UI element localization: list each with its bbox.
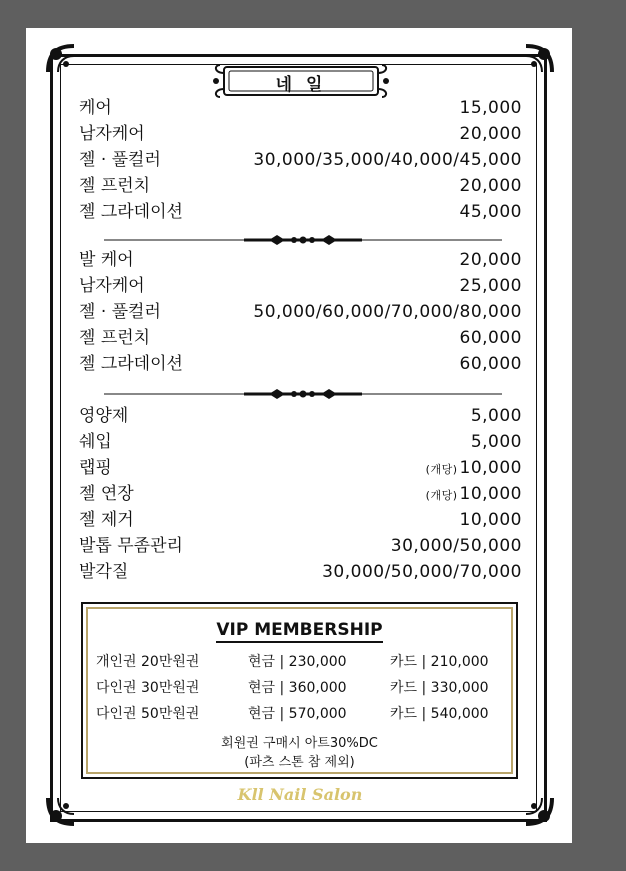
section-divider bbox=[104, 234, 502, 246]
item-name: 젤 그라데이션 bbox=[79, 202, 183, 222]
section-divider bbox=[104, 388, 502, 400]
item-price: 30,000/35,000/40,000/45,000 bbox=[253, 150, 522, 170]
menu-row bbox=[79, 508, 522, 532]
vip-plan: 다인권 30만원권 bbox=[96, 680, 200, 696]
item-price: 45,000 bbox=[459, 202, 522, 222]
menu-row bbox=[79, 456, 522, 480]
item-price: 10,000 bbox=[459, 510, 522, 530]
menu-row bbox=[79, 274, 522, 298]
vip-plan: 개인권 20만원권 bbox=[96, 654, 200, 670]
price-value: 10,000 bbox=[459, 458, 522, 478]
menu-row bbox=[79, 122, 522, 146]
menu-row bbox=[79, 248, 522, 272]
menu-row bbox=[79, 148, 522, 172]
item-name: 젤 제거 bbox=[79, 510, 134, 530]
item-price bbox=[426, 456, 522, 482]
item-name: 젤 프런치 bbox=[79, 176, 151, 196]
corner-ornament-icon bbox=[44, 42, 102, 100]
item-name: 랩핑 bbox=[79, 458, 112, 478]
item-name: 케어 bbox=[79, 98, 112, 118]
menu-title: 네 일 bbox=[275, 75, 327, 95]
menu-row bbox=[79, 326, 522, 350]
menu-row bbox=[79, 174, 522, 198]
item-price: 60,000 bbox=[459, 328, 522, 348]
item-name: 젤 프런치 bbox=[79, 328, 151, 348]
item-price: 60,000 bbox=[459, 354, 522, 374]
price-value: 10,000 bbox=[459, 484, 522, 504]
item-price: 50,000/60,000/70,000/80,000 bbox=[253, 302, 522, 322]
menu-row bbox=[79, 534, 522, 558]
vip-card-price: 카드 | 210,000 bbox=[390, 654, 489, 670]
vip-cash-price: 현금 | 230,000 bbox=[248, 654, 347, 670]
vip-cash-price: 현금 | 570,000 bbox=[248, 706, 347, 722]
item-price: 20,000 bbox=[459, 124, 522, 144]
item-price: 20,000 bbox=[459, 250, 522, 270]
salon-name: Kll Nail Salon bbox=[237, 785, 363, 804]
menu-row bbox=[79, 560, 522, 584]
item-name: 젤 · 풀컬러 bbox=[79, 302, 161, 322]
vip-cash-price: 현금 | 360,000 bbox=[248, 680, 347, 696]
item-price: 20,000 bbox=[459, 176, 522, 196]
item-name: 젤 연장 bbox=[79, 484, 134, 504]
unit-note: (개당) bbox=[425, 489, 458, 502]
item-name: 발 케어 bbox=[79, 250, 134, 270]
item-price: 15,000 bbox=[459, 98, 522, 118]
menu-row bbox=[79, 200, 522, 224]
vip-card-price: 카드 | 330,000 bbox=[390, 680, 489, 696]
item-price: 30,000/50,000/70,000 bbox=[322, 562, 522, 582]
item-name: 쉐입 bbox=[79, 432, 112, 452]
item-price: 5,000 bbox=[470, 432, 522, 452]
item-name: 젤 그라데이션 bbox=[79, 354, 183, 374]
vip-row bbox=[96, 651, 506, 673]
menu-row bbox=[79, 430, 522, 454]
menu-row bbox=[79, 482, 522, 506]
corner-ornament-icon bbox=[498, 42, 556, 100]
item-price bbox=[426, 482, 522, 508]
menu-row bbox=[79, 96, 522, 120]
item-name: 남자케어 bbox=[79, 276, 145, 296]
item-price: 5,000 bbox=[470, 406, 522, 426]
vip-note: 회원권 구매시 아트30%DC bbox=[221, 736, 378, 751]
vip-row bbox=[96, 677, 506, 699]
item-name: 젤 · 풀컬러 bbox=[79, 150, 161, 170]
menu-row bbox=[79, 300, 522, 324]
item-name: 발톱 무좀관리 bbox=[79, 536, 183, 556]
vip-title bbox=[86, 620, 513, 640]
vip-row bbox=[96, 703, 506, 725]
vip-plan: 다인권 50만원권 bbox=[96, 706, 200, 722]
vip-title-text: VIP MEMBERSHIP bbox=[216, 620, 382, 643]
item-name: 남자케어 bbox=[79, 124, 145, 144]
vip-note-exception: (파츠 스톤 참 제외) bbox=[244, 755, 355, 770]
vip-card-price: 카드 | 540,000 bbox=[390, 706, 489, 722]
menu-row bbox=[79, 352, 522, 376]
unit-note: (개당) bbox=[425, 463, 458, 476]
item-name: 발각질 bbox=[79, 562, 129, 582]
item-price: 25,000 bbox=[459, 276, 522, 296]
menu-row bbox=[79, 404, 522, 428]
item-price: 30,000/50,000 bbox=[390, 536, 522, 556]
item-name: 영양제 bbox=[79, 406, 129, 426]
